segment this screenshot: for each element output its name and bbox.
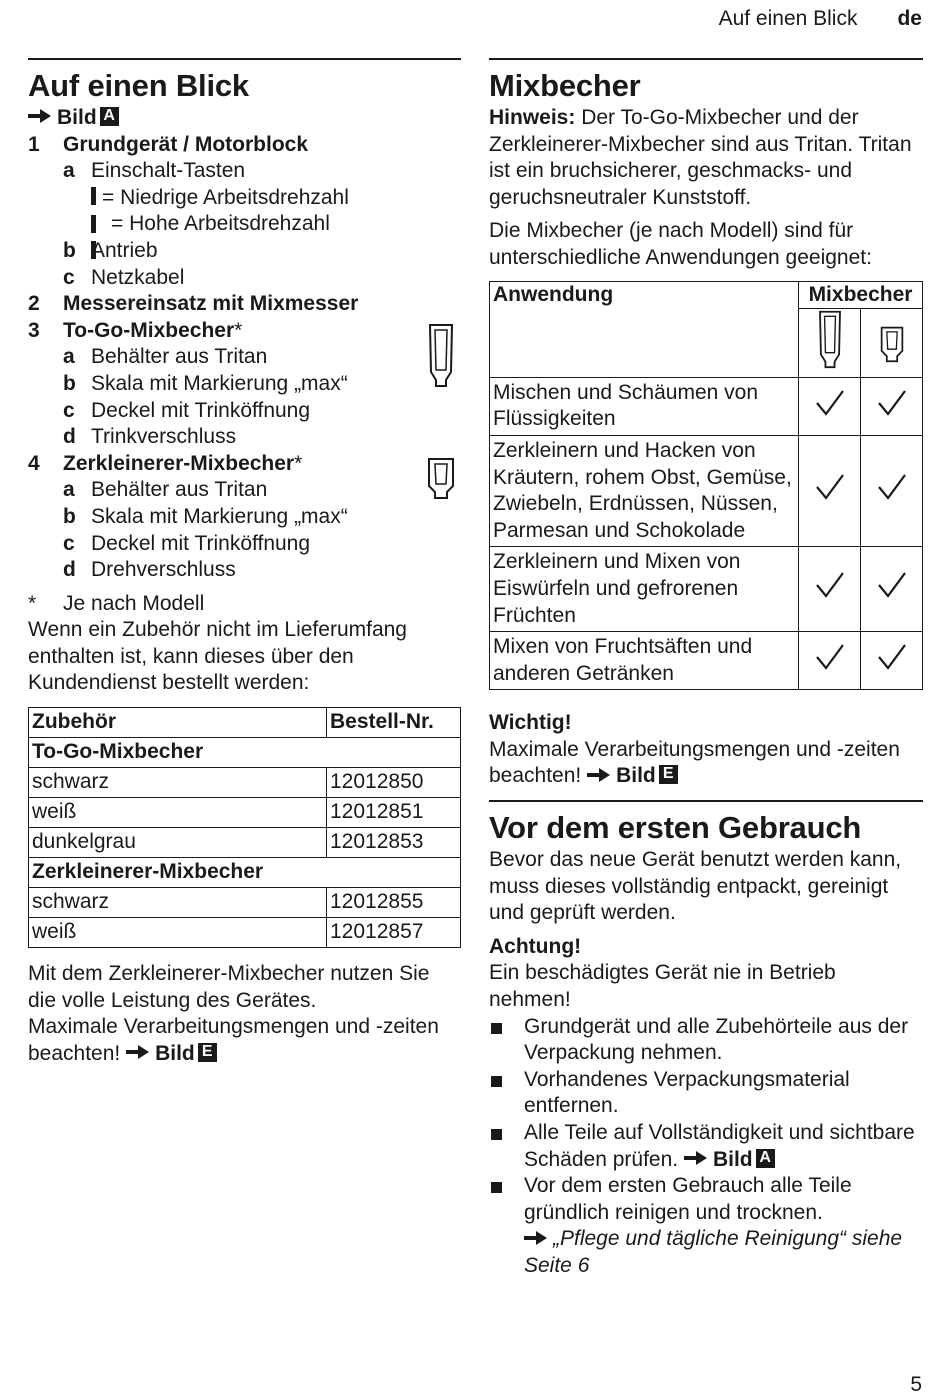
important-label: Wichtig! (489, 711, 572, 735)
table-row: Mischen und Schäumen von Flüssigkeiten (490, 377, 923, 435)
sub-item: a Behälter aus Tritan (63, 345, 268, 369)
sub-item: d Trinkverschluss (63, 425, 237, 449)
closing-text: Mit dem Zerkleinerer-Mixbecher nutzen Sie die volle Leistung des Gerätes. (28, 962, 430, 1012)
sub-item: c Deckel mit Trinköffnung (63, 531, 311, 555)
important-text: Maximale Verarbeitungsmengen und -zeiten beachten! Bild E (489, 737, 900, 788)
arrow-right-icon (587, 768, 611, 782)
checkmark-icon (876, 642, 908, 672)
table-group-row: To-Go-Mixbecher (29, 738, 461, 768)
table-row: Zerkleinern und Mixen von Eiswürfeln und gefrorenen Früchten (490, 547, 923, 632)
page-number: 5 (910, 1373, 922, 1394)
cross-reference: „Pflege und tägliche Reinigung“ siehe Seite 6 (524, 1227, 903, 1277)
bullet-item: Alle Teile auf Vollständigkeit und sichtbare Schäden prüfen. Bild A (489, 1120, 923, 1173)
table-header-row: Anwendung Mixbecher (490, 281, 923, 309)
note-paragraph: Hinweis: Der To-Go-Mixbecher und der Zerkleinerer-Mixbecher sind aus Tritan. Tritan ist ein bruchsicherer, geschmacks- und geruchsneutraler Kunststoff. (489, 106, 912, 209)
figure-letter-badge: E (659, 765, 678, 784)
figure-ref: Bild A (28, 105, 461, 132)
table-header-row: Zubehör Bestell-Nr. (29, 708, 461, 738)
checkmark-icon (814, 388, 846, 418)
sub-item: c Netzkabel (63, 265, 185, 289)
left-column (28, 58, 461, 1067)
table-row: Zerkleinern und Hacken von Kräutern, rohem Obst, Gemüse, Zwiebeln, Erdnüssen, Nüssen, Parmesan und Schokolade (490, 435, 923, 546)
checkmark-icon (814, 570, 846, 600)
table-row: weiß 12012857 (29, 918, 461, 948)
list-item: 1 Grundgerät / Motorblock (28, 132, 309, 156)
chopper-cup-cell (861, 309, 923, 378)
usage-intro: Die Mixbecher (je nach Modell) sind für unterschiedliche Anwendungen geeignet: (489, 219, 872, 269)
single-bar-icon (91, 187, 96, 205)
figure-letter-badge: A (756, 1149, 775, 1168)
arrow-right-icon (684, 1151, 708, 1165)
table-group-row: Zerkleinerer-Mixbecher (29, 858, 461, 888)
checkmark-icon (876, 472, 908, 502)
sub-item: a Einschalt-Tasten (63, 159, 246, 183)
to-go-cup-icon (426, 322, 456, 388)
sub-item: c Deckel mit Trinköffnung (63, 398, 311, 422)
header-section: Auf einen Blick (718, 7, 858, 30)
bullet-item: Grundgerät und alle Zubehörteile aus der Verpackung nehmen. (489, 1014, 923, 1067)
sub-item: b Skala mit Markierung „max“ (63, 371, 348, 395)
checkmark-icon (876, 570, 908, 600)
usage-table (489, 281, 923, 691)
section-title: Auf einen Blick (28, 68, 249, 103)
checkmark-icon (876, 388, 908, 418)
arrow-right-icon (126, 1045, 150, 1059)
arrow-right-icon (524, 1231, 548, 1245)
to-go-cup-icon (816, 309, 844, 369)
closing-warning: Maximale Verarbeitungsmengen und -zeiten beachten! Bild E (28, 1015, 439, 1065)
list-item: 4 Zerkleinerer-Mixbecher* (28, 451, 303, 475)
checkmark-icon (814, 472, 846, 502)
to-go-cup-cell (799, 309, 861, 378)
chopper-cup-icon (878, 325, 906, 363)
footnote: * Je nach Modell (28, 591, 205, 615)
table-row: schwarz 12012850 (29, 768, 461, 798)
section-title: Mixbecher (489, 68, 641, 103)
caution-text: Ein beschädigtes Gerät nie in Betrieb nehmen! (489, 961, 836, 1012)
switch-high-line: = Hohe Arbeitsdrehzahl (28, 211, 461, 238)
accessory-intro: Wenn ein Zubehör nicht im Lieferumfang enthalten ist, kann dieses über den Kundendienst bestellt werden: (28, 618, 407, 695)
bullet-item: Vorhandenes Verpackungsmaterial entfernen. (489, 1067, 923, 1120)
section-title: Vor dem ersten Gebrauch (489, 810, 862, 846)
section-intro: Bevor das neue Gerät benutzt werden kann, muss dieses vollständig entpackt, gereinigt und geprüft werden. (489, 848, 902, 925)
sub-item: b Skala mit Markierung „max“ (63, 504, 348, 528)
running-header (719, 6, 922, 33)
checkmark-icon (814, 642, 846, 672)
caution-label: Achtung! (489, 934, 582, 958)
table-row: Mixen von Fruchtsäften und anderen Getränken (490, 632, 923, 690)
header-lang: de (897, 7, 922, 30)
list-item: 2 Messereinsatz mit Mixmesser (28, 292, 359, 316)
sub-item: d Drehverschluss (63, 558, 236, 582)
table-row: schwarz 12012855 (29, 888, 461, 918)
table-row: dunkelgrau 12012853 (29, 828, 461, 858)
arrow-right-icon (28, 109, 52, 123)
sub-item: a Behälter aus Tritan (63, 478, 268, 502)
right-column (489, 58, 923, 1280)
table-row: weiß 12012851 (29, 798, 461, 828)
switch-low-line: = Niedrige Arbeitsdrehzahl (28, 185, 461, 212)
sub-item: b Antrieb (63, 238, 158, 262)
double-bar-icon (91, 214, 105, 232)
list-item: 3 To-Go-Mixbecher* (28, 318, 243, 342)
figure-letter-badge: A (100, 107, 119, 126)
accessory-table (28, 707, 461, 948)
figure-letter-badge: E (198, 1043, 217, 1062)
chopper-cup-icon (425, 456, 457, 500)
bullet-item: Vor dem ersten Gebrauch alle Teile gründlich reinigen und trocknen. „Pflege und tägliche Reinigung“ siehe Seite 6 (489, 1173, 923, 1279)
